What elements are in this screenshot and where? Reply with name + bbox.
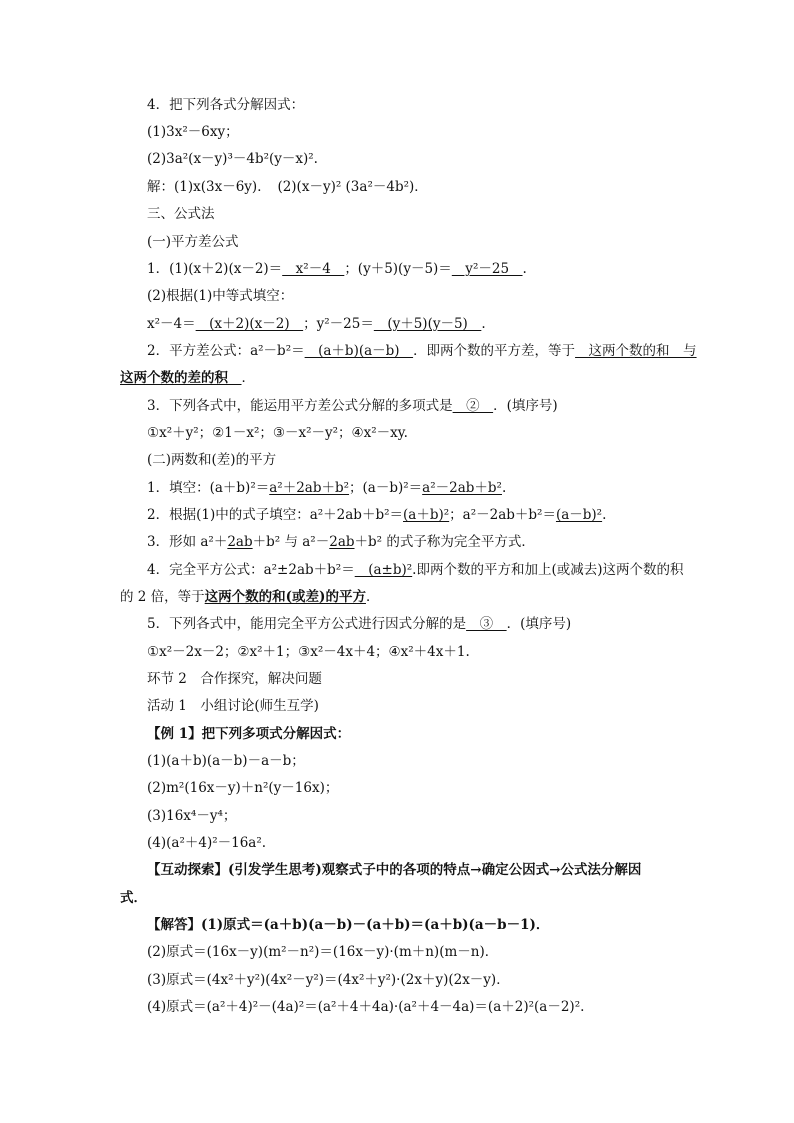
answer-blank: 2ab (227, 534, 253, 550)
text-segment: ＋b² 与 a²－ (252, 534, 330, 550)
text-segment: 4．完全平方公式：a²±2ab＋b²＝ (147, 562, 355, 578)
answer-blank: 这两个数的差的积 (120, 370, 242, 386)
text-segment: ． (365, 589, 380, 605)
text-segment: 4．把下列各式分解因式： (147, 97, 305, 113)
answer-blank: x²－4 (282, 261, 345, 277)
section-3-title (147, 205, 215, 223)
solution-part-1 (147, 916, 549, 934)
text-segment: . (522, 261, 527, 277)
text-segment: (4)原式＝(a²＋4)²－(4a)²＝(a²＋4＋4a)·(a²＋4－4a)＝(a＋2)²(a－2)². (147, 999, 585, 1015)
text-segment: x²－4＝ (147, 316, 196, 332)
diff-squares-formula (147, 342, 697, 360)
solution-part-2 (147, 943, 498, 961)
text-segment: (4)(a²＋4)²－16a². (147, 835, 267, 851)
answer-blank: 2ab (329, 534, 355, 550)
text-segment: 1．填空：(a＋b)²＝ (147, 480, 270, 496)
text-segment: 活动 1 小组讨论(师生互学) (147, 698, 319, 714)
text-segment: ＋b² 的式子称为完全平方式． (354, 534, 535, 550)
answer-blank: a²－2ab＋b² (422, 480, 502, 496)
diff-squares-options (147, 424, 408, 442)
answer-blank: (a＋b)(a－b) (304, 343, 414, 359)
perfect-square-options (147, 643, 470, 661)
diff-squares-item-3 (147, 397, 558, 415)
answer-blank: (y＋5)(y－5) (373, 316, 482, 332)
text-segment: ．(填序号) (493, 398, 558, 414)
text-segment: ；a²－2ab＋b²＝ (449, 507, 556, 523)
text-segment: 解：(1)x(3x－6y)． (2)(x－y)² (3a²－4b²)． (147, 179, 428, 195)
perfect-square-formula (147, 561, 683, 579)
question-4-part-2 (147, 150, 318, 168)
example-1-part-3 (147, 807, 236, 825)
text-segment: 1．(1)(x＋2)(x－2)＝ (147, 261, 283, 277)
text-segment: 【互动探索】(引发学生思考)观察式子中的各项的特点→确定公因式→公式法分解因 (147, 862, 642, 878)
answer-blank: (a±b)² (354, 562, 413, 578)
text-segment: . (501, 480, 507, 496)
answer-blank: 这两个数的和(或差)的平方 (204, 589, 366, 605)
answer-blank: (x＋2)(x－2) (195, 316, 304, 332)
text-segment: ①x²－2x－2；②x²＋1；③x²－4x＋4；④x²＋4x＋1. (147, 644, 470, 660)
text-segment: ；(a－b)²＝ (349, 480, 423, 496)
perfect-square-formula-cont (120, 588, 379, 606)
text-segment: ．即两个数的平方差，等于 (413, 343, 576, 359)
text-segment: ． (241, 370, 255, 386)
text-segment: (3)16x⁴－y⁴； (147, 808, 237, 824)
text-segment: ．(填序号) (506, 616, 572, 632)
text-segment: 3．下列各式中，能运用平方差公式分解的多项式是 (147, 398, 453, 414)
interactive-explore (147, 861, 641, 879)
text-segment: . (602, 507, 607, 523)
text-segment: (1)3x²－6xy； (147, 124, 239, 140)
example-1-part-1 (147, 752, 305, 770)
text-segment: 的 2 倍，等于 (120, 589, 205, 605)
answer-blank: 这两个数的和 与 (575, 343, 697, 359)
text-segment: (3)原式＝(4x²＋y²)(4x²－y²)＝(4x²＋y²)·(2x＋y)(2x－y)． (147, 972, 510, 988)
text-segment: (2)根据(1)中等式填空： (147, 288, 294, 304)
text-segment: .即两个数的平方和加上(或减去)这两个数的积 (412, 562, 684, 578)
answer-blank: (a＋b)² (403, 507, 450, 523)
text-segment: 环节 2 合作探究，解决问题 (147, 671, 322, 687)
answer-blank: ③ (466, 616, 507, 632)
text-segment: (二)两数和(差)的平方 (147, 452, 277, 468)
text-segment: (一)平方差公式 (147, 234, 239, 250)
example-1-part-4 (147, 834, 266, 852)
perfect-square-item-2 (147, 506, 606, 524)
activity-1-title (147, 697, 319, 715)
text-segment: ①x²＋y²；②1－x²；③－x²－y²；④x²－xy. (147, 425, 408, 441)
perfect-square-item-5 (147, 615, 571, 633)
diff-squares-fill (147, 315, 486, 333)
text-segment: 【例 1】把下列多项式分解因式： (147, 726, 351, 742)
text-segment: (2)原式＝(16x－y)(m²－n²)＝(16x－y)·(m＋n)(m－n)． (147, 944, 499, 960)
subsection-1-title (147, 233, 239, 251)
text-segment: 3．形如 a²＋ (147, 534, 228, 550)
text-segment: ；y²－25＝ (303, 316, 374, 332)
perfect-square-item-1 (147, 479, 506, 497)
text-segment: 5．下列各式中，能用完全平方公式进行因式分解的是 (147, 616, 467, 632)
interactive-explore-cont (120, 889, 147, 907)
stage-2-title (147, 670, 322, 688)
question-4-part-1 (147, 123, 239, 141)
text-segment: (2)m²(16x－y)＋n²(y－16x)； (147, 780, 339, 796)
text-segment: 【解答】(1)原式＝(a＋b)(a－b)－(a＋b)＝(a＋b)(a－b－1)． (147, 917, 550, 933)
solution-part-3 (147, 971, 510, 989)
example-1-part-2 (147, 779, 338, 797)
solution-part-4 (147, 998, 584, 1016)
text-segment: (2)3a²(x－y)³－4b²(y－x)². (147, 151, 318, 167)
text-segment: ；(y＋5)(y－5)＝ (344, 261, 452, 277)
diff-squares-formula-cont (120, 369, 255, 387)
text-segment: 2．根据(1)中的式子填空：a²＋2ab＋b²＝ (147, 507, 404, 523)
text-segment: 三、公式法 (147, 206, 215, 222)
answer-blank: ② (452, 398, 494, 414)
text-segment: . (481, 316, 486, 332)
answer-blank: y²－25 (451, 261, 523, 277)
diff-squares-item-1-2 (147, 287, 293, 305)
question-4-heading (147, 96, 304, 114)
perfect-square-item-3 (147, 533, 535, 551)
diff-squares-item-1 (147, 260, 527, 278)
answer-blank: a²＋2ab＋b² (269, 480, 350, 496)
question-4-answer (147, 178, 428, 196)
text-segment: 式． (120, 890, 147, 906)
example-1-heading (147, 725, 350, 743)
text-segment: 2．平方差公式：a²－b²＝ (147, 343, 305, 359)
text-segment: (1)(a＋b)(a－b)－a－b； (147, 753, 305, 769)
subsection-2-title (147, 451, 276, 469)
answer-blank: (a－b)² (555, 507, 603, 523)
